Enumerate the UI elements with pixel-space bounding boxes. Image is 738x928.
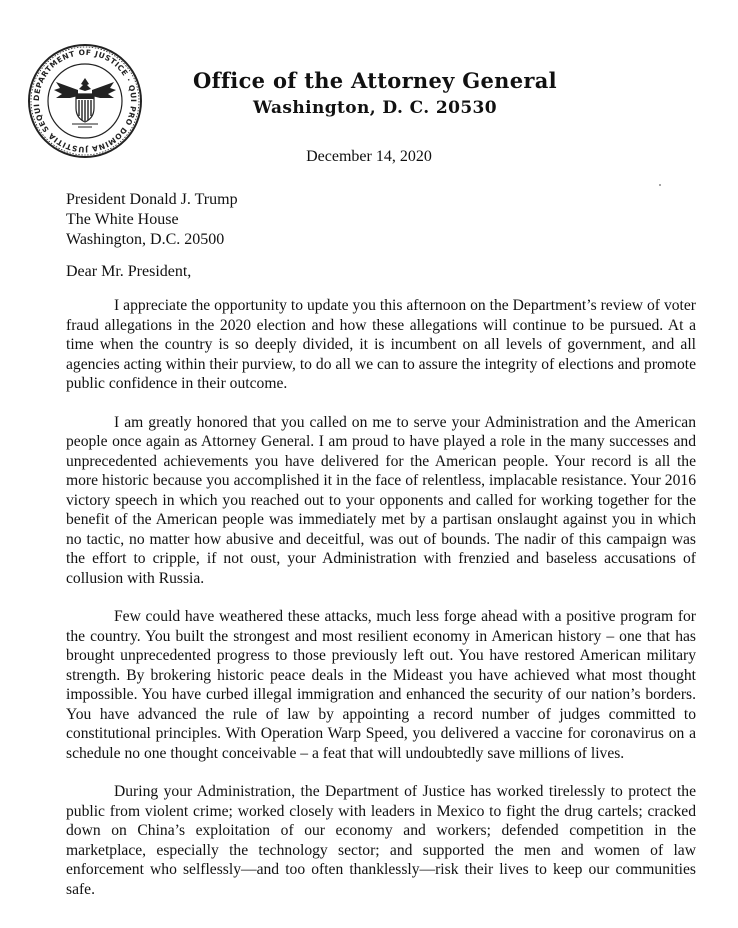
stray-mark — [659, 184, 661, 186]
letter-date: December 14, 2020 — [306, 148, 432, 165]
paragraph: Few could have weathered these attacks, much less forge ahead with a positive program for the country. You built the strongest and most resilient economy in American history – one that has brought unprecedented progress to those previously left out. You have restored American military strength. By brokering historic peace deals in the Mideast you have achieved what most thought impossible. You have curbed illegal immigration and enhanced the security of our nation’s borders. You have advanced the rule of law by appointing a record number of judges committed to constitutional principles. With Operation Warp Speed, you delivered a vaccine for coronavirus on a schedule no one thought conceivable – a feat that will undoubtedly save millions of lives. — [66, 608, 696, 762]
office-location: Washington, D. C. 20530 — [252, 98, 498, 118]
paragraph: I appreciate the opportunity to update you this afternoon on the Department’s review of voter fraud allegations in the 2020 election and how these allegations will continue to be pursued. At a time when the country is so deeply divided, it is incumbent on all levels of government, and all agencies acting within their purview, to do all we can to assure the integrity of elections and promote public confidence in their outcome. — [66, 297, 696, 392]
recipient-name: President Donald J. Trump — [66, 191, 238, 208]
recipient-address — [66, 190, 238, 250]
recipient-city: Washington, D.C. 20500 — [66, 231, 225, 248]
salutation: Dear Mr. President, — [66, 263, 192, 280]
svg-text:DEPARTMENT OF JUSTICE · QUI PR: DEPARTMENT OF JUSTICE · QUI PRO DOMINA JUSTITIA SEQUI — [31, 47, 139, 155]
office-title: Office of the Attorney General — [193, 68, 557, 93]
paragraph: During your Administration, the Department of Justice has worked tirelessly to protect the public from violent crime; worked closely with leaders in Mexico to fight the drug cartels; cracked down on China’s exploitation of our economy and workers; defended competition in the marketplace, especially the technology sector; and supported the men and women of law enforcement who selflessly—and too often thanklessly—risk their lives to keep our communities safe. — [66, 783, 696, 898]
recipient-org: The White House — [66, 211, 179, 228]
letter-body — [66, 296, 696, 918]
letterhead — [150, 68, 600, 120]
doj-seal — [26, 42, 144, 160]
paragraph: I am greatly honored that you called on me to serve your Administration and the American people once again as Attorney General. I am proud to have played a role in the many successes and unprecedented achievements you have delivered for the American people. Your record is all the more historic because you accomplished it in the face of relentless, implacable resistance. Your 2016 victory speech in which you reached out to your opponents and called for working together for the benefit of the American people was immediately met by a partisan onslaught against you in which no tactic, no matter how abusive and deceitful, was out of bounds. The nadir of this campaign was the effort to cripple, if not oust, your Administration with frenzied and baseless accusations of collusion with Russia. — [66, 413, 696, 587]
